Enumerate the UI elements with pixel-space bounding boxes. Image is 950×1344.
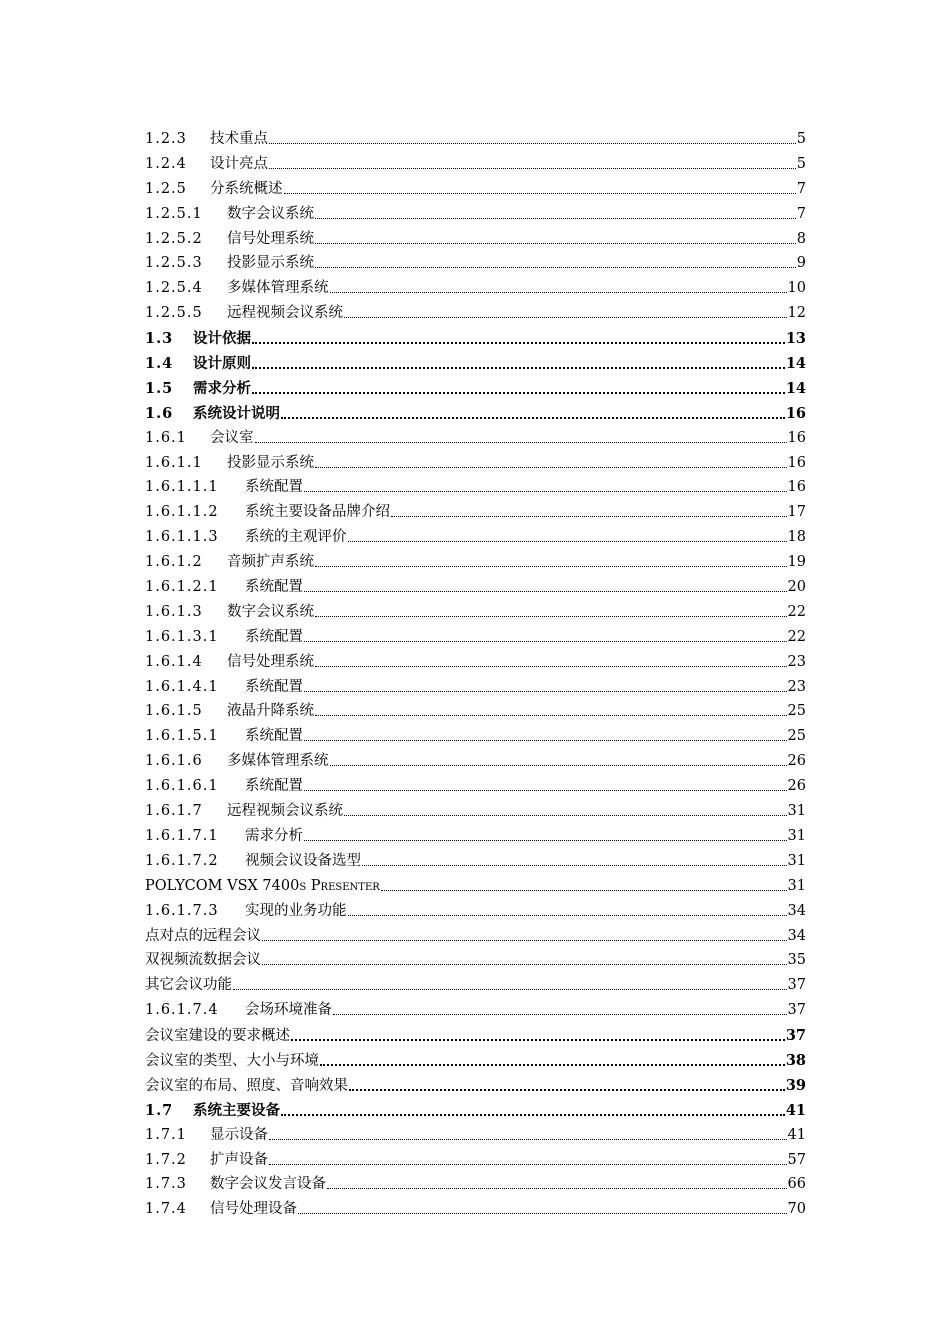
toc-entry[interactable] — [145, 275, 806, 300]
toc-entry[interactable] — [145, 674, 806, 699]
toc-dot-leader — [344, 799, 787, 816]
toc-entry-page-number: 37 — [785, 1027, 806, 1045]
toc-entry[interactable] — [145, 923, 806, 948]
toc-entry-page-number: 8 — [796, 230, 806, 247]
toc-entry-number: 1.2.5.1 — [145, 205, 203, 222]
toc-entry-number: 1.7.1 — [145, 1126, 187, 1143]
toc-dot-leader — [391, 500, 787, 517]
toc-entry-title: 分系统概述 — [210, 180, 283, 197]
toc-entry-page-number: 31 — [787, 803, 806, 820]
toc-entry-title: 设计原则 — [193, 355, 251, 373]
toc-entry-title: 其它会议功能 — [145, 977, 232, 994]
toc-entry-title: 会议室建设的要求概述 — [145, 1028, 290, 1045]
toc-entry[interactable] — [145, 499, 806, 524]
toc-entry-number: 1.2.5 — [145, 180, 187, 197]
toc-entry-title: 设计亮点 — [210, 155, 268, 172]
toc-entry-page-number: 12 — [787, 305, 806, 322]
toc-entry-number: 1.2.5.2 — [145, 230, 203, 247]
toc-entry-number: 1.5 — [145, 379, 174, 397]
toc-entry[interactable] — [145, 1122, 806, 1147]
toc-entry-title: 系统配置 — [245, 479, 303, 496]
toc-entry-page-number: 7 — [796, 205, 806, 222]
toc-entry-number: 1.6 — [145, 404, 174, 422]
toc-entry-page-number: 66 — [787, 1176, 806, 1193]
toc-entry-title: POLYCOM VSX 7400s Presenter — [145, 877, 380, 894]
toc-entry-title: 液晶升降系统 — [227, 703, 314, 720]
toc-dot-leader — [269, 1123, 787, 1140]
toc-entry-page-number: 57 — [787, 1151, 806, 1168]
toc-entry[interactable] — [145, 972, 806, 997]
toc-entry-page-number: 22 — [787, 628, 806, 645]
toc-dot-leader — [281, 1098, 785, 1116]
toc-entry-page-number: 34 — [787, 927, 806, 944]
toc-entry-number: 1.2.4 — [145, 155, 187, 172]
toc-entry-title: 信号处理设备 — [210, 1201, 297, 1218]
toc-entry-page-number: 34 — [787, 902, 806, 919]
toc-dot-leader — [315, 202, 796, 219]
toc-entry-page-number: 16 — [787, 479, 806, 496]
toc-entry-title: 系统主要设备 — [193, 1101, 280, 1119]
toc-entry[interactable] — [145, 574, 806, 599]
toc-entry-number: 1.7 — [145, 1101, 174, 1119]
toc-entry-page-number: 14 — [785, 355, 806, 373]
toc-entry-title: 双视频流数据会议 — [145, 952, 261, 969]
toc-dot-leader — [315, 251, 796, 268]
toc-entry-page-number: 9 — [796, 255, 806, 272]
toc-dot-leader — [320, 1048, 785, 1066]
toc-entry[interactable] — [145, 947, 806, 972]
toc-dot-leader — [304, 675, 787, 692]
toc-entry-title: 需求分析 — [193, 379, 251, 397]
toc-dot-leader — [252, 351, 785, 369]
toc-entry-title: 系统配置 — [245, 728, 303, 745]
toc-entry[interactable] — [145, 698, 806, 723]
toc-dot-leader — [304, 575, 787, 592]
toc-dot-leader — [315, 550, 787, 567]
toc-entry-page-number: 22 — [787, 603, 806, 620]
toc-dot-leader — [262, 924, 787, 941]
toc-entry-number: 1.6.1.5 — [145, 703, 203, 720]
toc-entry-number: 1.6.1.1.1 — [145, 479, 219, 496]
toc-entry[interactable] — [145, 400, 806, 425]
toc-entry[interactable] — [145, 450, 806, 475]
toc-entry-number: 1.6.1.7 — [145, 803, 203, 820]
toc-entry[interactable] — [145, 1022, 806, 1047]
toc-entry-page-number: 16 — [787, 429, 806, 446]
toc-entry[interactable] — [145, 723, 806, 748]
toc-dot-leader — [304, 475, 787, 492]
toc-entry-page-number: 37 — [787, 1002, 806, 1019]
toc-entry-title: 数字会议发言设备 — [210, 1176, 326, 1193]
toc-entry[interactable] — [145, 898, 806, 923]
toc-entry-title: 系统配置 — [245, 778, 303, 795]
toc-entry-number: 1.6.1.7.1 — [145, 827, 219, 844]
toc-entry[interactable] — [145, 873, 806, 898]
toc-entry-title: 实现的业务功能 — [245, 902, 347, 919]
toc-entry-number: 1.4 — [145, 355, 174, 373]
toc-entry-title: 系统主要设备品牌介绍 — [245, 504, 390, 521]
toc-dot-leader — [233, 973, 787, 990]
toc-entry-title: 数字会议系统 — [227, 603, 314, 620]
toc-entry-number: 1.6.1.7.3 — [145, 902, 219, 919]
toc-entry-page-number: 70 — [787, 1201, 806, 1218]
toc-entry-number: 1.6.1.4 — [145, 653, 203, 670]
toc-entry-number: 1.6.1.7.2 — [145, 852, 219, 869]
toc-entry-title: 设计依据 — [193, 330, 251, 348]
toc-entry-page-number: 5 — [796, 131, 806, 147]
toc-entry-number: 1.6.1.3.1 — [145, 628, 219, 645]
toc-entry-page-number: 39 — [785, 1076, 806, 1094]
toc-entry-number: 1.6.1.6 — [145, 753, 203, 770]
toc-entry[interactable] — [145, 425, 806, 450]
toc-entry-number: 1.7.3 — [145, 1176, 187, 1193]
toc-entry[interactable] — [145, 151, 806, 176]
toc-entry-page-number: 25 — [787, 703, 806, 720]
toc-entry-number: 1.7.4 — [145, 1201, 187, 1218]
toc-entry-number: 1.7.2 — [145, 1151, 187, 1168]
toc-dot-leader — [348, 525, 787, 542]
toc-entry[interactable] — [145, 1097, 806, 1122]
toc-entry-title: 信号处理系统 — [227, 230, 314, 247]
toc-entry[interactable] — [145, 350, 806, 375]
toc-entry-title: 系统配置 — [245, 678, 303, 695]
toc-dot-leader — [269, 1148, 787, 1165]
toc-entry[interactable] — [145, 549, 806, 574]
toc-entry-page-number: 20 — [787, 579, 806, 596]
toc-entry-page-number: 5 — [796, 155, 806, 172]
toc-dot-leader — [349, 1073, 785, 1091]
toc-entry[interactable] — [145, 748, 806, 773]
toc-entry[interactable] — [145, 375, 806, 400]
toc-entry[interactable] — [145, 599, 806, 624]
toc-dot-leader — [315, 600, 787, 617]
toc-entry-number: 1.6.1.2 — [145, 554, 203, 571]
toc-entry-page-number: 13 — [785, 330, 806, 348]
toc-entry[interactable] — [145, 250, 806, 275]
toc-entry-page-number: 7 — [796, 180, 806, 197]
toc-dot-leader — [262, 948, 787, 965]
toc-entry[interactable] — [145, 1196, 806, 1221]
toc-entry-title: 会议室的布局、照度、音响效果 — [145, 1077, 348, 1094]
toc-entry[interactable] — [145, 176, 806, 201]
toc-entry[interactable] — [145, 1171, 806, 1196]
toc-entry-number: 1.6.1.6.1 — [145, 778, 219, 795]
toc-entry-title: 会场环境准备 — [245, 1002, 332, 1019]
toc-entry-title: 数字会议系统 — [227, 205, 314, 222]
toc-entry-number: 1.6.1.1.3 — [145, 529, 219, 546]
toc-dot-leader — [252, 376, 785, 394]
toc-entry-title: 系统配置 — [245, 628, 303, 645]
toc-entry-number: 1.6.1 — [145, 429, 187, 446]
toc-dot-leader — [304, 625, 787, 642]
toc-entry-title: 需求分析 — [245, 827, 303, 844]
toc-entry-page-number: 17 — [787, 504, 806, 521]
toc-entry-title: 投影显示系统 — [227, 454, 314, 471]
toc-entry[interactable] — [145, 325, 806, 350]
toc-dot-leader — [348, 899, 787, 916]
toc-dot-leader — [269, 127, 796, 144]
toc-entry-number: 1.6.1.3 — [145, 603, 203, 620]
toc-entry-number: 1.6.1.7.4 — [145, 1002, 219, 1019]
toc-entry[interactable] — [145, 474, 806, 499]
toc-dot-leader — [362, 849, 787, 866]
toc-entry-title: 信号处理系统 — [227, 653, 314, 670]
toc-entry-page-number: 10 — [787, 280, 806, 297]
toc-entry[interactable] — [145, 201, 806, 226]
toc-dot-leader — [252, 326, 785, 344]
toc-dot-leader — [315, 650, 787, 667]
toc-entry-page-number: 38 — [785, 1051, 806, 1069]
toc-entry-title: 远程视频会议系统 — [227, 305, 343, 322]
toc-dot-leader — [330, 749, 787, 766]
toc-dot-leader — [381, 874, 787, 891]
toc-dot-leader — [281, 401, 785, 419]
toc-entry-page-number: 16 — [785, 404, 806, 422]
toc-dot-leader — [327, 1172, 787, 1189]
table-of-contents — [145, 126, 806, 1221]
toc-entry-number: 1.6.1.1 — [145, 454, 203, 471]
toc-entry-page-number: 31 — [787, 827, 806, 844]
toc-entry-number: 1.2.5.3 — [145, 255, 203, 272]
toc-entry-number: 1.6.1.5.1 — [145, 728, 219, 745]
toc-entry-number: 1.6.1.2.1 — [145, 579, 219, 596]
toc-entry-title: 扩声设备 — [210, 1151, 268, 1168]
toc-dot-leader — [330, 276, 787, 293]
toc-entry-page-number: 23 — [787, 653, 806, 670]
toc-dot-leader — [304, 824, 787, 841]
toc-entry[interactable] — [145, 524, 806, 549]
toc-entry[interactable] — [145, 300, 806, 325]
toc-entry-title: 技术重点 — [210, 131, 268, 147]
toc-dot-leader — [291, 1023, 785, 1041]
toc-entry-number: 1.3 — [145, 330, 174, 348]
toc-entry-page-number: 41 — [787, 1126, 806, 1143]
toc-entry[interactable] — [145, 126, 806, 151]
toc-entry[interactable] — [145, 226, 806, 251]
toc-entry[interactable] — [145, 848, 806, 873]
toc-entry-title: 音频扩声系统 — [227, 554, 314, 571]
toc-dot-leader — [315, 227, 796, 244]
toc-dot-leader — [304, 774, 787, 791]
toc-entry-page-number: 31 — [787, 877, 806, 894]
toc-dot-leader — [333, 998, 787, 1015]
toc-dot-leader — [315, 699, 787, 716]
toc-entry[interactable] — [145, 649, 806, 674]
toc-entry[interactable] — [145, 997, 806, 1022]
toc-dot-leader — [255, 426, 787, 443]
toc-entry-title: 会议室的类型、大小与环境 — [145, 1052, 319, 1069]
toc-entry-number: 1.6.1.1.2 — [145, 504, 219, 521]
toc-entry-page-number: 31 — [787, 852, 806, 869]
toc-entry-page-number: 14 — [785, 379, 806, 397]
toc-entry-page-number: 41 — [785, 1101, 806, 1119]
toc-entry-title: 点对点的远程会议 — [145, 927, 261, 944]
toc-entry-page-number: 16 — [787, 454, 806, 471]
toc-entry-title: 会议室 — [210, 429, 254, 446]
toc-entry-title: 远程视频会议系统 — [227, 803, 343, 820]
toc-entry-page-number: 25 — [787, 728, 806, 745]
toc-entry-title: 显示设备 — [210, 1126, 268, 1143]
toc-dot-leader — [298, 1197, 787, 1214]
toc-dot-leader — [284, 177, 796, 194]
toc-entry-page-number: 37 — [787, 977, 806, 994]
toc-entry-title: 系统配置 — [245, 579, 303, 596]
toc-entry-number: 1.2.3 — [145, 131, 187, 147]
toc-entry-page-number: 35 — [787, 952, 806, 969]
toc-entry-number: 1.6.1.4.1 — [145, 678, 219, 695]
toc-entry[interactable] — [145, 798, 806, 823]
toc-entry-title: 多媒体管理系统 — [227, 753, 329, 770]
toc-entry-page-number: 18 — [787, 529, 806, 546]
toc-entry[interactable] — [145, 773, 806, 798]
toc-entry-title: 系统设计说明 — [193, 404, 280, 422]
toc-entry-number: 1.2.5.4 — [145, 280, 203, 297]
toc-entry[interactable] — [145, 1072, 806, 1097]
toc-entry-page-number: 19 — [787, 554, 806, 571]
toc-entry-page-number: 26 — [787, 778, 806, 795]
toc-entry-title: 多媒体管理系统 — [227, 280, 329, 297]
toc-entry-title: 视频会议设备选型 — [245, 852, 361, 869]
toc-entry-title: 系统的主观评价 — [245, 529, 347, 546]
toc-entry-page-number: 26 — [787, 753, 806, 770]
toc-dot-leader — [344, 301, 787, 318]
toc-dot-leader — [315, 451, 787, 468]
toc-entry-number: 1.2.5.5 — [145, 305, 203, 322]
toc-entry[interactable] — [145, 624, 806, 649]
toc-entry[interactable] — [145, 1147, 806, 1172]
toc-dot-leader — [304, 724, 787, 741]
toc-entry-page-number: 23 — [787, 678, 806, 695]
toc-entry[interactable] — [145, 823, 806, 848]
toc-entry-title: 投影显示系统 — [227, 255, 314, 272]
toc-dot-leader — [269, 152, 796, 169]
toc-entry[interactable] — [145, 1047, 806, 1072]
